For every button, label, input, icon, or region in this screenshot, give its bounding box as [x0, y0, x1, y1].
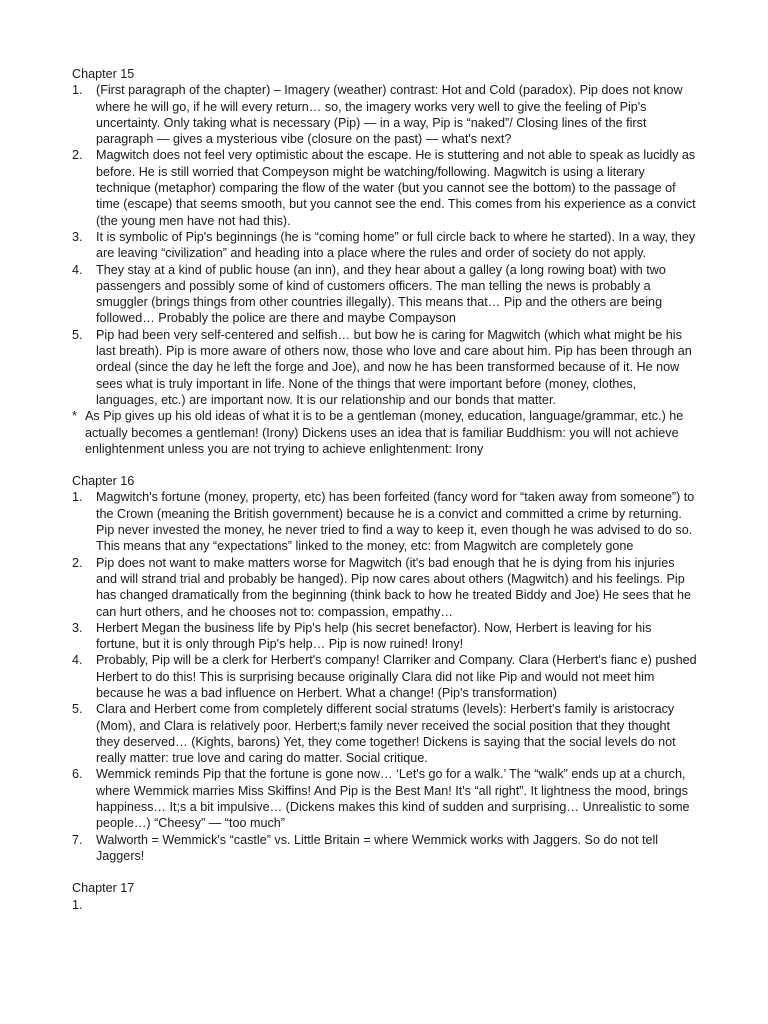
chapter-17-section [72, 880, 697, 912]
document-page [72, 66, 697, 913]
item-text: Pip had been very self-centered and selfish… but bow he is caring for Magwitch (which what might be his last breath). Pip is more aware of others now, those who love and care about him. Pip has been through an ordeal (since the day he left the forge and Joe), and now he has been transformed because of it. He now sees what is truly important in life. None of the things that were important before (money, clothes, languages, etc.) are important now. It is our relationship and our bonds that matter. [96, 327, 692, 407]
list-item [72, 652, 697, 701]
notes-list [72, 489, 697, 864]
item-text: They stay at a kind of public house (an inn), and they hear about a galley (a long rowing boat) with two passengers and possibly some of kind of customers officers. The man telling the news is probably a smuggler (brings things from other countries illegally). This means that… Pip and the others are being followed… Probably the police are there and maybe Compayson [96, 262, 666, 326]
item-number: 4. [72, 653, 83, 668]
item-text: (First paragraph of the chapter) – Imagery (weather) contrast: Hot and Cold (paradox). Pip does not know where he will go, if he will every return… so, the imagery works very well to give the feeling of Pip's uncertainty. Only taking what is necessary (Pip) — in a way, Pip is “naked”/ Closing lines of the first paragraph — gives a mysterious vibe (closure on the past) — what's next? [96, 83, 683, 147]
chapter-heading: Chapter 15 [72, 67, 135, 81]
chapter-15-section [72, 66, 697, 457]
item-text: Walworth = Wemmick's “castle” vs. Little Britain = where Wemmick works with Jaggers. So do not tell Jaggers! [96, 832, 659, 863]
list-item [72, 147, 697, 228]
list-item [72, 262, 697, 327]
chapter-heading: Chapter 17 [72, 881, 135, 896]
list-item [72, 229, 697, 262]
item-number: 5. [72, 327, 83, 342]
list-item [72, 327, 697, 408]
item-text: Wemmick reminds Pip that the fortune is gone now… ‘Let's go for a walk.’ The “walk” ends up at a church, where Wemmick marries Miss Skiffins! And Pip is the Best Man! It's “all right”. It lightness the mood, brings happiness… It;s a bit impulsive… (Dickens makes this kind of sudden and surprising… Unrealistic to some people…) “Cheesy” — “too much” [96, 767, 690, 831]
item-number: 2. [72, 148, 83, 163]
item-number: 2. [72, 555, 83, 570]
item-number: 1. [72, 83, 83, 98]
irony-note [72, 408, 697, 457]
item-text: Magwitch does not feel very optimistic about the escape. He is stuttering and not able to speak as lucidly as before. He is still worried that Compeyson might be watching/following. Magwitch is using a literary technique (metaphor) comparing the flow of the water (but you cannot see the bottom) to the passage of time (escape) that seems smooth, but you cannot see the end. This comes from his experience as a convict (the young men have not had this). [96, 148, 696, 228]
item-number: 5. [72, 702, 83, 717]
chapter-16-section [72, 473, 697, 864]
item-number: 3. [72, 229, 83, 244]
item-text: Clara and Herbert come from completely different social stratums (levels): Herbert's family is aristocracy (Mom), and Clara is relatively poor. Herbert;s family never received the social position that they thought they deserved… (Kights, barons) Yet, they come together! Dickens is saying that the social levels do not really matter: true love and caring do matter. Social critique. [96, 702, 676, 766]
item-text: Magwitch's fortune (money, property, etc) has been forfeited (fancy word for “taken away from someone”) to the Crown (meaning the British government) because he is a convict and committed a crime by returning. Pip never invested the money, he never tried to find a way to keep it, even though he was advised to do so. This means that any “expectations” linked to the money, etc: from Magwitch are completely gone [96, 490, 695, 554]
item-text: Probably, Pip will be a clerk for Herbert's company! Clarriker and Company. Clara (Herbert's fianc e) pushed Herbert to do this! This is surprising because originally Clara did not like Pip and would not meet him because he was a bad influence on Herbert. What a change! (Pip's transformation) [96, 653, 697, 700]
item-number: 7. [72, 832, 83, 847]
list-item [72, 766, 697, 831]
item-text: It is symbolic of Pip's beginnings (he is “coming home” or full circle back to where he started). In a way, they are leaving “civilization” and heading into a place where the rules and order of society do not apply. [96, 229, 696, 261]
item-text: Pip does not want to make matters worse for Magwitch (it's bad enough that he is dying from his injuries and will strand trial and probably be hanged). Pip now cares about others (Magwitch) and his feelings. Pip has changed dramatically from the beginning (think back to how he treated Biddy and Joe) He sees that he can hurt others, and he chooses not to: compassion, empathy… [96, 555, 692, 619]
asterisk-bullet: * [72, 409, 77, 424]
item-number: 3. [72, 620, 83, 635]
note-text: As Pip gives up his old ideas of what it is to be a gentleman (money, education, language/grammar, etc.) he actually becomes a gentleman! (Irony) Dickens uses an idea that is familiar Buddhism: you will not achieve enlightenment unless you are not trying to achieve enlightenment: Irony [85, 409, 684, 456]
list-item [72, 555, 697, 620]
item-number: 1. [72, 897, 83, 912]
list-item [72, 832, 697, 865]
item-number: 4. [72, 262, 83, 277]
notes-list [72, 82, 697, 408]
list-item [72, 620, 697, 653]
item-number: 1. [72, 490, 83, 505]
item-number: 6. [72, 767, 83, 782]
list-item [72, 489, 697, 554]
list-item [72, 82, 697, 147]
item-text: Herbert Megan the business life by Pip's help (his secret benefactor). Now, Herbert is leaving for his fortune, but it is only through Pip's help… Pip is now ruined! Irony! [96, 620, 652, 652]
list-item [72, 701, 697, 766]
chapter-heading: Chapter 16 [72, 474, 135, 489]
